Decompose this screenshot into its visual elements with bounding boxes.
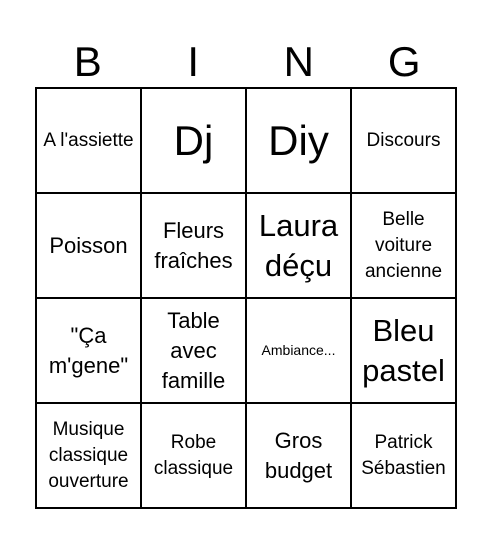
bingo-cell-text: Bleu pastel (362, 312, 445, 388)
header-letter-b: B (73, 38, 102, 85)
bingo-cell-15[interactable] (246, 403, 351, 508)
bingo-cell-16[interactable] (351, 403, 456, 508)
bingo-cell-6[interactable] (141, 193, 246, 298)
bingo-cell-5[interactable] (36, 193, 141, 298)
bingo-cell-12[interactable] (351, 298, 456, 403)
bingo-cell-text: Gros budget (264, 427, 333, 483)
bingo-cell-14[interactable] (141, 403, 246, 508)
bingo-cell-7[interactable] (246, 193, 351, 298)
bingo-card-grid (35, 87, 457, 509)
bingo-cell-1[interactable] (36, 88, 141, 193)
bingo-cell-text: Ambiance... (261, 342, 336, 358)
bingo-cell-10[interactable] (141, 298, 246, 403)
bingo-cell-4[interactable] (351, 88, 456, 193)
bingo-cell-free[interactable] (246, 298, 351, 403)
bingo-cell-9[interactable] (36, 298, 141, 403)
header-letter-n: N (283, 38, 314, 85)
bingo-cell-text: Musique classique ouverture (48, 418, 129, 492)
header-letter-g: G (387, 38, 421, 85)
bingo-cell-text: Patrick Sébastien (361, 431, 446, 479)
bingo-cell-text: Discours (366, 129, 441, 151)
bingo-header (35, 36, 457, 88)
bingo-cell-text: Robe classique (153, 431, 234, 479)
bingo-cell-2[interactable] (141, 88, 246, 193)
bingo-cell-text: Poisson (49, 232, 128, 258)
bingo-cell-text: Laura déçu (258, 207, 339, 283)
bingo-cell-text: Dj (173, 116, 214, 164)
bingo-cell-8[interactable] (351, 193, 456, 298)
header-letter-i: I (187, 38, 200, 85)
bingo-cell-text: "Ça m'gene" (48, 322, 129, 378)
bingo-cell-text: Diy (268, 116, 329, 164)
bingo-cell-13[interactable] (36, 403, 141, 508)
bingo-cell-text: Table avec famille (161, 307, 226, 393)
bingo-cell-text: Fleurs fraîches (154, 217, 233, 273)
bingo-cell-text: A l'assiette (43, 129, 134, 151)
bingo-cell-text: Belle voiture ancienne (364, 208, 443, 282)
bingo-cell-3[interactable] (246, 88, 351, 193)
